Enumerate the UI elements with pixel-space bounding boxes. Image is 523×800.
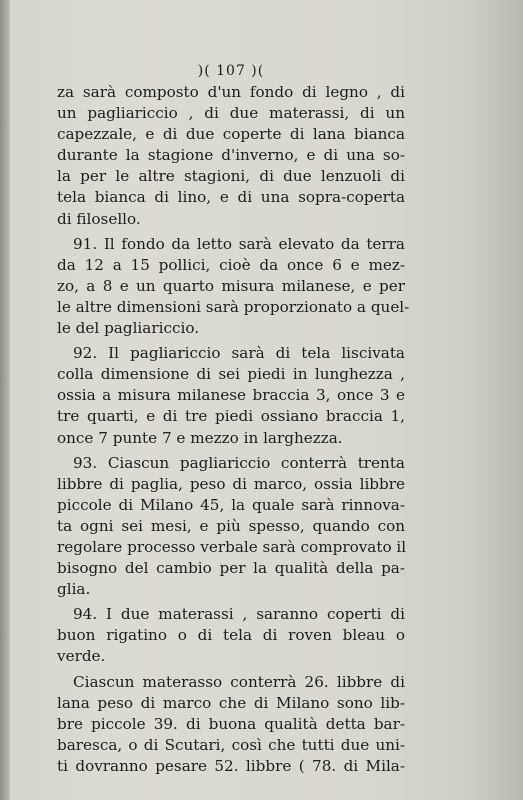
- text-line: piccole di Milano 45, la quale sarà rinnova-: [57, 495, 405, 514]
- text-line: colla dimensione di sei piedi in lunghezza ,: [57, 365, 405, 384]
- text-line: tela bianca di lino, e di una sopra-coperta: [57, 188, 405, 207]
- text-line: durante la stagione d'inverno, e di una so-: [57, 146, 405, 165]
- text-line: 94. I due materassi , saranno coperti di: [73, 605, 405, 624]
- text-line: libbre di paglia, peso di marco, ossia libbre: [57, 474, 405, 493]
- text-line: 92. Il pagliariccio sarà di tela liscivata: [73, 344, 405, 363]
- page-gutter-shadow: [0, 0, 10, 800]
- text-line: lana peso di marco che di Milano sono lib-: [57, 693, 405, 712]
- text-line: bisogno del cambio per la qualità della pa-: [57, 559, 405, 578]
- text-line: once 7 punte 7 e mezzo in larghezza.: [57, 428, 343, 447]
- text-line: bre piccole 39. di buona qualità detta bar-: [57, 714, 405, 733]
- text-line: ossia a misura milanese braccia 3, once 3 e: [57, 386, 405, 405]
- text-line: 91. Il fondo da letto sarà elevato da terra: [73, 234, 405, 253]
- text-line: 93. Ciascun pagliariccio conterrà trenta: [73, 453, 405, 472]
- text-line: le del pagliariccio.: [57, 319, 200, 338]
- text-line: le altre dimensioni sarà proporzionato a quel-: [57, 297, 410, 316]
- text-line: ti dovranno pesare 52. libbre ( 78. di Mila-: [57, 756, 405, 775]
- text-line: glia.: [57, 580, 91, 599]
- text-line: za sarà composto d'un fondo di legno , di: [57, 83, 405, 101]
- text-line: tre quarti, e di tre piedi ossiano braccia 1,: [57, 407, 405, 426]
- body-text: [57, 82, 410, 777]
- text-line: capezzale, e di due coperte di lana bianca: [57, 125, 405, 144]
- text-line: di filosello.: [57, 209, 141, 228]
- text-line: baresca, o di Scutari, così che tutti due uni-: [57, 735, 405, 754]
- text-line: zo, a 8 e un quarto misura milanese, e per: [57, 276, 405, 295]
- page-number: )( 107 )(: [197, 63, 265, 79]
- text-line: da 12 a 15 pollici, cioè da once 6 e mez-: [57, 255, 405, 274]
- text-line: un pagliariccio , di due materassi, di un: [57, 104, 405, 123]
- text-line: buon rigatino o di tela di roven bleau o: [57, 626, 405, 645]
- text-line: ta ogni sei mesi, e più spesso, quando con: [57, 516, 405, 535]
- text-line: regolare processo verbale sarà comprovato il: [57, 537, 407, 556]
- page-text-block: [57, 60, 410, 777]
- text-line: Ciascun materasso conterrà 26. libbre di: [73, 672, 405, 691]
- text-line: la per le altre stagioni, di due lenzuoli di: [57, 167, 405, 186]
- text-line: verde.: [57, 647, 106, 666]
